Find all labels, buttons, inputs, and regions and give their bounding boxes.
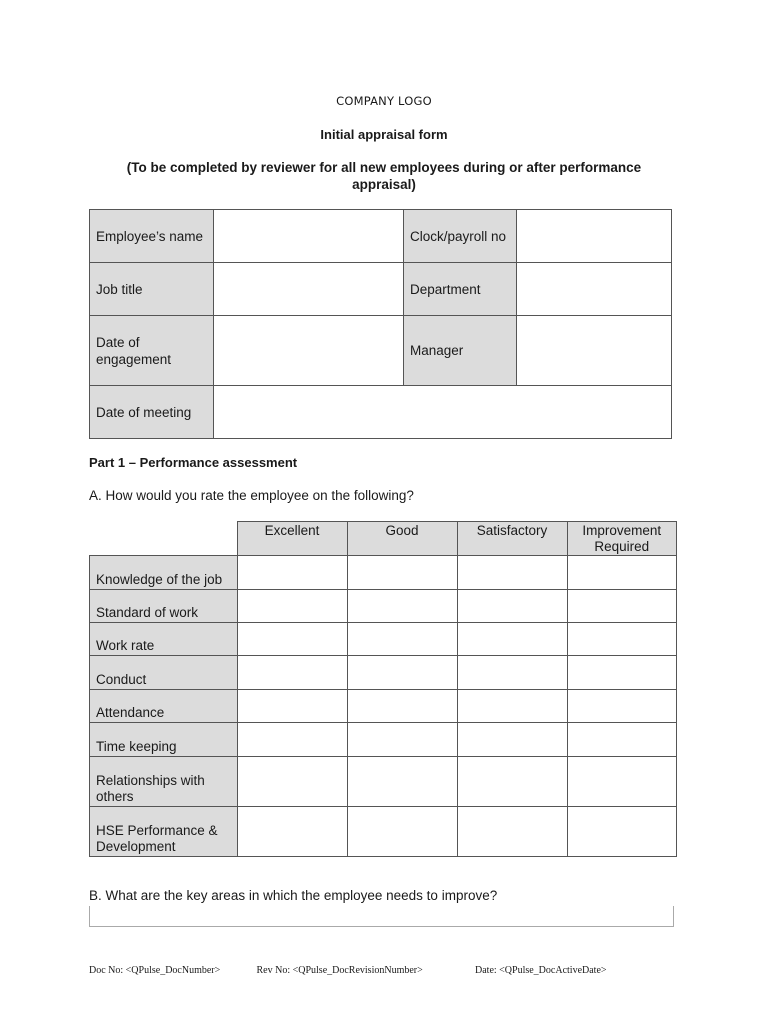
criterion-label: Time keeping — [90, 723, 238, 757]
criterion-label: HSE Performance & Development — [90, 807, 238, 857]
department-field[interactable] — [517, 263, 672, 316]
rating-cell[interactable] — [567, 807, 677, 857]
rating-cell[interactable] — [567, 623, 677, 656]
department-label: Department — [404, 263, 517, 316]
footer-doc-no: Doc No: <QPulse_DocNumber> — [89, 965, 221, 976]
rating-cell[interactable] — [567, 556, 677, 590]
rating-cell[interactable] — [457, 656, 567, 690]
criterion-label: Work rate — [90, 623, 238, 656]
part1-heading: Part 1 – Performance assessment — [89, 455, 298, 470]
criterion-label: Conduct — [90, 656, 238, 690]
column-header: Excellent — [237, 522, 347, 556]
employee-name-label: Employee’s name — [90, 210, 214, 263]
company-logo-text: COMPANY LOGO — [336, 94, 432, 108]
rating-cell[interactable] — [237, 757, 347, 807]
rating-cell[interactable] — [237, 807, 347, 857]
rating-cell[interactable] — [457, 556, 567, 590]
date-of-meeting-field[interactable] — [214, 386, 672, 439]
rating-cell[interactable] — [567, 757, 677, 807]
job-title-label: Job title — [90, 263, 214, 316]
criterion-label: Attendance — [90, 690, 238, 723]
rating-cell[interactable] — [237, 723, 347, 757]
form-subtitle: (To be completed by reviewer for all new employees during or after performance appraisal) — [126, 160, 642, 192]
rating-cell[interactable] — [457, 690, 567, 723]
rating-cell[interactable] — [347, 623, 457, 656]
job-title-field[interactable] — [214, 263, 404, 316]
rating-cell[interactable] — [237, 623, 347, 656]
employee-info-table — [89, 209, 672, 439]
rating-cell[interactable] — [347, 656, 457, 690]
rating-cell[interactable] — [567, 723, 677, 757]
date-of-engagement-label: Date of engagement — [90, 316, 214, 386]
form-title: Initial appraisal form — [320, 127, 448, 142]
rating-cell[interactable] — [347, 757, 457, 807]
column-header: Good — [347, 522, 457, 556]
rating-cell[interactable] — [567, 690, 677, 723]
rating-cell[interactable] — [347, 590, 457, 623]
date-of-engagement-field[interactable] — [214, 316, 404, 386]
rating-cell[interactable] — [347, 807, 457, 857]
rating-cell[interactable] — [237, 690, 347, 723]
rating-cell[interactable] — [457, 807, 567, 857]
question-a: A. How would you rate the employee on the following? — [89, 488, 414, 503]
improvement-areas-field[interactable] — [89, 906, 674, 927]
clock-payroll-field[interactable] — [517, 210, 672, 263]
rating-cell[interactable] — [457, 590, 567, 623]
footer-date: Date: <QPulse_DocActiveDate> — [475, 965, 607, 976]
rating-cell[interactable] — [567, 590, 677, 623]
rating-cell[interactable] — [457, 757, 567, 807]
rating-cell[interactable] — [457, 723, 567, 757]
rating-table-corner — [90, 522, 238, 556]
rating-cell[interactable] — [237, 556, 347, 590]
question-b: B. What are the key areas in which the employee needs to improve? — [89, 888, 498, 903]
rating-cell[interactable] — [567, 656, 677, 690]
rating-cell[interactable] — [347, 690, 457, 723]
criterion-label: Relationships with others — [90, 757, 238, 807]
footer-rev-no: Rev No: <QPulse_DocRevisionNumber> — [256, 965, 423, 976]
rating-cell[interactable] — [457, 623, 567, 656]
rating-cell[interactable] — [347, 556, 457, 590]
employee-name-field[interactable] — [214, 210, 404, 263]
manager-label: Manager — [404, 316, 517, 386]
rating-cell[interactable] — [237, 590, 347, 623]
column-header: Satisfactory — [457, 522, 567, 556]
date-of-meeting-label: Date of meeting — [90, 386, 214, 439]
criterion-label: Standard of work — [90, 590, 238, 623]
rating-cell[interactable] — [347, 723, 457, 757]
document-footer — [89, 965, 607, 976]
rating-table — [89, 521, 677, 857]
column-header: Improvement Required — [567, 522, 677, 556]
criterion-label: Knowledge of the job — [90, 556, 238, 590]
rating-cell[interactable] — [237, 656, 347, 690]
clock-payroll-label: Clock/payroll no — [404, 210, 517, 263]
manager-field[interactable] — [517, 316, 672, 386]
